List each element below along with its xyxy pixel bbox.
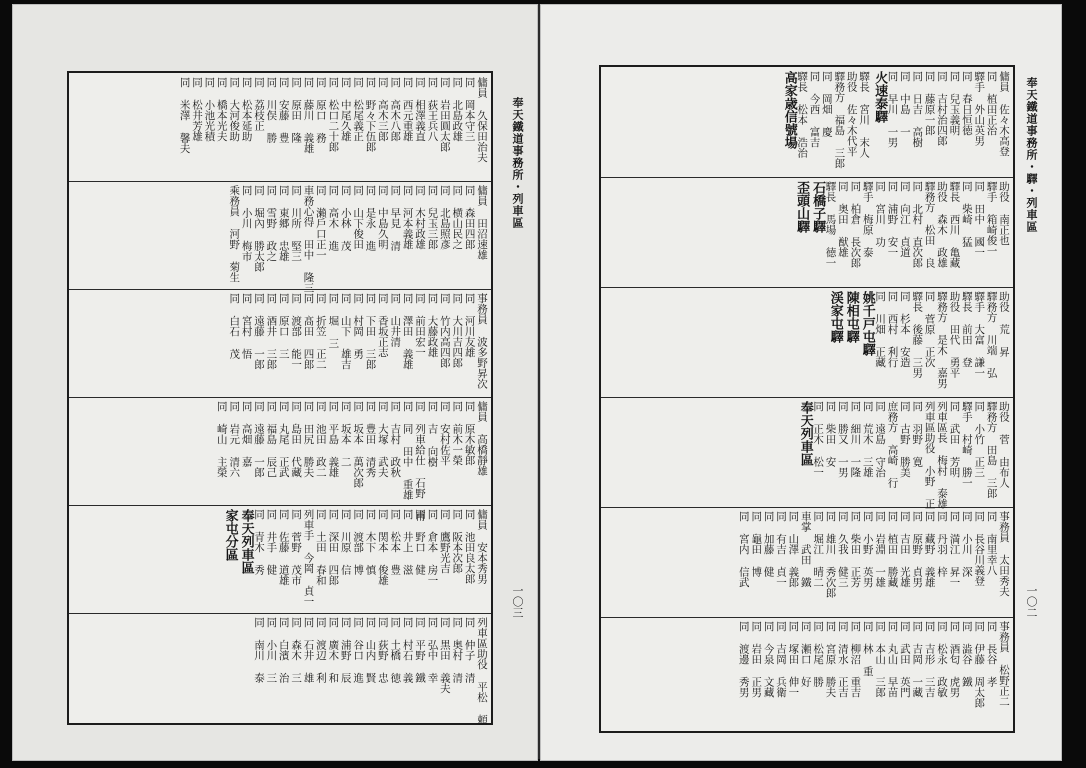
staff-entry: 同 奥村 清 [451,617,464,683]
staff-entry: 同 小竹 正三 [973,401,986,478]
staff-entry: 同 廣木 和 [327,617,340,683]
staff-entry: 傭員 佐々木高登 [998,71,1010,157]
staff-entry: 驛務方 福島 三郎 [833,71,846,169]
staff-entry: 同 河川友雄 [463,293,476,358]
staff-entry: 同 原口 三 [277,293,290,359]
left-page-number: 一〇三 [511,585,524,618]
staff-entry: 同 岩田圓太郎 [438,77,451,152]
staff-entry: 驛務方 田島 三郎 [985,401,998,499]
staff-entry: 同 澁谷 鐵 [960,621,973,687]
staff-entry: 同 白濱 治 [277,617,290,683]
staff-entry: 助役 佐々木代平 [845,71,858,157]
staff-entry: 同 柴田 安 [824,401,837,467]
staff-entry: 同 豊田 清秀 [364,401,377,478]
staff-entry: 同 川所 堅三 [290,185,303,262]
staff-entry: 同 大河俊助 [228,77,241,142]
staff-entry: 事務員 波多野昇次 [476,293,488,389]
staff-entry: 驛手 箱崎俊一 [985,181,998,256]
roster-tier [69,613,491,725]
staff-entry: 同 香坂正志 [376,293,389,358]
staff-entry: 助役 田代 勇平 [948,291,961,378]
staff-entry: 同 大藤政雄 [426,293,439,358]
staff-entry: 同 倉本 房一 [426,509,439,586]
staff-entry: 驛手 村崎 勝一 [960,401,973,488]
roster-tier [601,67,1013,178]
staff-entry: 驛手 外山英男 [973,71,986,146]
staff-entry: 同 吉岡 一藏 [911,621,924,698]
staff-entry: 同 武田 英門 [898,621,911,698]
staff-entry: 同 満江 昇一 [948,511,961,588]
staff-entry: 同 安村佐平 [438,401,451,466]
staff-entry: 同 山下俊田 [352,185,365,250]
staff-entry: 車務心得 田中 隆三 [302,185,315,293]
staff-entry: 同 南里幸八 [985,511,998,576]
staff-entry: 同 河本義雄 [401,185,414,250]
staff-entry: 助役 菅 由布人 [998,401,1010,488]
staff-entry: 同 藤川 義雄 [302,77,315,154]
staff-entry: 同 岩淵 一雄 [874,511,887,588]
staff-entry: 同 池田 政二 [314,401,327,478]
staff-entry: 同 田尻 勝夫 [302,401,315,478]
staff-entry: 同 鷹野光吉 [438,509,451,574]
staff-entry: 同 岩田 正男 [750,621,763,698]
staff-entry: 同 野口 健 [414,509,427,575]
staff-entry: 同 松井芳雄 [191,77,204,142]
staff-entry: 同 松尾義正 [352,77,365,142]
right-page [540,4,1062,761]
staff-entry: 同 仲子 清 [463,617,476,683]
staff-entry: 同 吉田 光雄 [898,511,911,588]
section-heading: 渓家屯驛 [827,291,843,343]
staff-entry: 同 相澤義直 [414,77,427,142]
section-heading: 石橋子驛 [810,181,826,233]
roster-tier [601,507,1013,618]
staff-entry: 同 春日恒徳 [960,71,973,136]
staff-entry: 同 西村 利行 [886,291,899,368]
staff-entry: 同 岡畑 慶 [820,71,833,137]
staff-entry: 同 武田 芳明 [948,401,961,478]
roster-tier [69,73,491,182]
staff-entry: 同 原田 隆 [290,77,303,143]
staff-entry: 同 吉岡 兵衛 [774,621,787,698]
staff-entry: 同 柴田 正芳 [849,511,862,588]
staff-entry: 列車區長 梅村 泰雄 [936,401,949,509]
staff-entry: 同 植田正治 [985,71,998,136]
staff-entry: 同 関本 俊雄 [376,509,389,586]
staff-entry: 事務員 太田秀夫 [998,511,1010,597]
staff-entry: 同 佐藤 道雄 [277,509,290,586]
staff-entry: 同 藤原一郎 [923,71,936,136]
staff-entry: 同 平野 鐵 [414,617,427,683]
section-heading: 陳相屯驛 [843,291,859,343]
staff-entry: 同 正木 松一 [812,401,825,478]
staff-entry: 同 伊藤 周太郎 [973,621,986,708]
staff-entry: 同 吉村 政秋 [389,401,402,478]
staff-entry: 同 北村 直次郎 [911,181,924,268]
staff-entry: 助役 南正也 [998,181,1010,246]
staff-entry: 同 大塚 武夫 [376,401,389,478]
staff-entry: 同 宮原 勝夫 [824,621,837,698]
staff-entry: 同 米澤 馨夫 [178,77,191,154]
staff-entry: 同 松永 政敏 [936,621,949,698]
staff-entry: 同 瀨戶口正一 [314,185,327,260]
staff-entry: 同 是永 進 [364,185,377,251]
staff-entry: 同 折笠 正二 [314,293,327,370]
staff-entry: 同 加藤 健 [762,511,775,577]
staff-entry: 事務員 松野正二 [998,621,1010,707]
staff-entry: 同 黒田 義夫 [438,617,451,694]
staff-entry: 列車手 今岡 貞一 [302,509,315,607]
staff-entry: 驛手 梅原 泰 [861,181,874,258]
staff-entry: 同 坂本 二 [339,401,352,467]
staff-entry: 同 向江 貞道 [898,181,911,258]
staff-entry: 同 堀 三 [327,293,340,349]
section-heading: 高家歳信號場 [781,71,797,149]
staff-entry: 同 羽野 寛 [911,401,924,467]
staff-entry: 同 松本 豊 [389,509,402,575]
staff-entry: 同 小川 三 [265,617,278,683]
staff-entry: 同 浦野 辰 [339,617,352,683]
staff-entry: 同 早川 一男 [886,71,899,148]
staff-entry: 驛務方 是木 嘉男 [936,291,949,389]
staff-entry: 同 吉 向樹 [426,401,439,467]
left-roster-table [67,71,493,725]
staff-entry: 同 宮内 信武 [737,511,750,588]
staff-entry: 同 早見 清 [389,185,402,251]
staff-entry: 同 浦野 安一 [886,181,899,258]
staff-entry: 同 丸尾 正武 [277,401,290,478]
right-page-number: 一〇二 [1025,585,1038,618]
staff-entry: 驛手 大富 謙一 [973,291,986,378]
staff-entry: 同 土橋 徳 [389,617,402,683]
staff-entry: 列車區助役 平松 頼 [476,617,488,725]
staff-entry: 同 丸山 早苗 [886,621,899,698]
staff-entry: 同 下田 三郎 [364,293,377,370]
staff-entry: 同 小林 茂 [339,185,352,251]
staff-entry: 同 土田 春和 [314,509,327,586]
staff-entry: 同 菅野 茂市 [290,509,303,586]
staff-entry: 助役 荒 昇 [998,291,1010,357]
staff-entry: 同 村石 義 [401,617,414,683]
staff-entry: 同 杉本 安造 [898,291,911,368]
staff-entry: 同 小池光積 [203,77,216,142]
staff-entry: 同 有吉 貞一 [774,511,787,588]
staff-entry: 同 北島政雄 [451,77,464,142]
staff-entry: 同 小野 英男 [861,511,874,588]
roster-tier [601,617,1013,727]
staff-entry: 同 野々下伍郎 [364,77,377,152]
staff-entry: 助役 森木 政雄 [936,181,949,268]
staff-entry: 同 東郷 忠雄 [277,185,290,262]
staff-entry: 同 高畑 嘉 [240,401,253,467]
staff-entry: 同 吉形 三吉 [923,621,936,698]
staff-entry: 同 柏倉 長次郎 [849,181,862,268]
staff-entry: 同 遠藤 一郎 [252,293,265,370]
staff-entry: 同 岩元 清六 [228,401,241,478]
staff-entry: 同 今西 富吉 [808,71,821,148]
staff-entry: 傭員 久保田治夫 [476,77,488,163]
roster-tier [69,289,491,398]
staff-entry: 同 小川 梅市 [240,185,253,262]
roster-tier [601,397,1013,508]
staff-entry: 同 中島久明 [376,185,389,250]
staff-entry: 同 菅原 正次 [923,291,936,368]
staff-entry: 同 奥田 猷雄 [836,181,849,258]
staff-entry: 同 龜田 博 [750,511,763,577]
staff-entry: 同 高木八郎 [389,77,402,142]
staff-entry: 驛長 前田 登 [960,291,973,368]
staff-entry: 同 前木一榮 [451,401,464,466]
staff-entry: 同 髙田 四郎 [302,293,315,370]
left-page [12,4,538,761]
staff-entry: 同 吉村治四郎 [936,71,949,146]
staff-entry: 同 松口二十郎 [327,77,340,152]
staff-entry: 同 宮川 功 [874,181,887,247]
staff-entry: 同 前田宏一 [414,293,427,358]
staff-entry: 同 兒玉義明 [948,71,961,136]
staff-entry: 同 島田 代藏 [290,401,303,478]
staff-entry: 同 原木敏郎 [463,401,476,466]
staff-entry: 同 澤田 義雄 [401,293,414,370]
staff-entry: 同 高木 進 [327,185,340,251]
staff-entry: 驛長 松本 浩治 [796,71,809,158]
staff-entry: 同 横山民之 [451,185,464,250]
staff-entry: 同 松本延助 [240,77,253,142]
staff-entry: 乘務員 河野 菊生 [228,185,241,283]
staff-entry: 同 白石 茂 [228,293,241,359]
staff-entry: 同 崎山 主榮 [215,401,228,478]
staff-entry: 同 谷口 進 [352,617,365,683]
staff-entry: 同 酒匂 虎男 [948,621,961,698]
staff-entry: 同 川俣 勝 [265,77,278,143]
staff-entry: 驛長 後藤 三男 [911,291,924,378]
staff-entry: 傭員 高橋靜雄 [476,401,488,476]
staff-entry: 同 高木三郎 [376,77,389,142]
staff-entry: 同 清水 正吉 [836,621,849,698]
staff-entry: 同 山井清 [389,293,402,347]
staff-entry: 同 細川 一隆 [849,401,862,478]
staff-entry: 同 山澤 義郎 [787,511,800,588]
staff-entry: 同 荔枝正 [252,77,265,131]
staff-entry: 同 北島照彥 [438,185,451,250]
staff-entry: 同 堀江 晴二 [812,511,825,588]
staff-entry: 同 瀬口 好 [799,621,812,687]
staff-entry: 同 木下 慎 [364,509,377,575]
staff-entry: 同 遠藤 一郎 [252,401,265,478]
staff-entry: 同 山下 雄吉 [339,293,352,370]
staff-entry: 同 柴崎 猛 [960,181,973,247]
right-roster-table [599,65,1015,733]
staff-entry: 同 川原 信 [339,509,352,575]
section-heading: 奉天列車區 [238,509,254,574]
staff-entry: 同 井手 健 [265,509,278,575]
staff-entry: 同 森田四郎 [463,185,476,250]
staff-entry: 同 竹内高四郎 [438,293,451,368]
staff-entry: 同 林 重 [861,621,874,677]
staff-entry: 傭員 田沼速雄 [476,185,488,260]
staff-entry: 同 渡邊 秀男 [737,621,750,698]
staff-entry: 同 丹羽 梓 [936,511,949,577]
staff-entry: 驛長 宮川 末人 [858,71,871,158]
section-heading: 奉天列車區 [797,401,813,466]
staff-entry: 同 荻王兵八 [426,77,439,142]
staff-entry: 同 大川吉四郎 [451,293,464,368]
roster-tier [601,177,1013,288]
staff-entry: 同 荻野 忠 [376,617,389,683]
staff-entry: 同 本山 三郎 [874,621,887,698]
staff-entry: 同 塚田 伸一 [787,621,800,698]
staff-entry: 同 阪本次郎 [451,509,464,574]
staff-entry: 同 雄川 秀次郎 [824,511,837,598]
staff-entry: 同 森木 三 [290,617,303,683]
staff-entry: 同 山内 賢 [364,617,377,683]
staff-entry: 同 今泉 文藏 [762,621,775,698]
staff-entry: 同 宮村 悟 [240,293,253,359]
staff-entry: 同 長谷 孝 [985,621,998,687]
staff-entry: 同 渡辺 利 [314,617,327,683]
staff-entry: 同 中島 一 [898,71,911,137]
staff-entry: 同 日吉 高樹 [911,71,924,148]
staff-entry: 同 長谷川義登 [973,511,986,586]
section-heading: 歪頭山驛 [794,181,810,233]
section-heading: 火速泰驛 [872,71,888,123]
staff-entry: 同 川畑 正藏 [874,291,887,368]
staff-entry: 同 石井 雄 [302,617,315,683]
section-heading: 姚千戸屯驛 [859,291,875,356]
roster-tier [69,181,491,293]
right-running-head: 奉天鐵道事務所・驛・列車區 [1025,77,1038,233]
staff-entry: 列車區助役 小野 正 [923,401,936,509]
staff-entry: 傭員 安本秀男 [476,509,488,584]
staff-entry: 同 原口 務 [314,77,327,143]
roster-tier [69,505,491,614]
staff-entry: 同 酒井 三郎 [265,293,278,370]
staff-entry: 驛長 西川 亀藏 [948,181,961,268]
staff-entry: 同 原野 貞男 [911,511,924,588]
staff-entry: 同 安藤 豊 [277,77,290,143]
staff-entry: 同 弘中 幸 [426,617,439,683]
roster-tier [69,397,491,521]
section-heading: 家屯分區 [222,509,238,561]
staff-entry: 同 列車給仕 石野 甫 [414,401,427,521]
staff-entry: 同 岡本守三 [463,77,476,142]
staff-entry: 同 渡部 能一 [290,293,303,370]
staff-entry: 同 同 田中 重雄 [401,401,414,500]
staff-entry: 庶務方 高崎 行 [886,401,899,488]
roster-tier [601,287,1013,398]
staff-entry: 同 中尾久雄 [339,77,352,142]
staff-entry: 驛務方 松田 良 [923,181,936,268]
staff-entry: 同 平島 義雄 [327,401,340,478]
staff-entry: 車掌 武田 鐵 [799,511,812,588]
left-running-head: 奉天鐵道事務所・列車區 [511,97,524,229]
staff-entry: 同 兒玉三郎 [426,185,439,250]
staff-entry: 同 田中 國一 [973,181,986,258]
staff-entry: 同 雪野 政之 [265,185,278,262]
staff-entry: 同 勝又 一男 [836,401,849,478]
staff-entry: 同 木村政雄 [414,185,427,250]
staff-entry: 同 坂本 萬次郎 [352,401,365,488]
staff-entry: 同 松尾 勝 [812,621,825,687]
staff-entry: 同 古野 勝美 [898,401,911,478]
staff-entry: 同 井上 滋 [401,509,414,575]
staff-entry: 同 西元重雄 [401,77,414,142]
staff-entry: 同 池田良太郎 [463,509,476,584]
staff-entry: 同 福島 辰己 [265,401,278,478]
staff-entry: 驛長 馬場 徳一 [824,181,837,268]
staff-entry: 驛務方 川端 弘 [985,291,998,378]
staff-entry: 同 小川 深 [960,511,973,577]
staff-entry: 同 深田 四郎 [327,509,340,586]
staff-entry: 同 南川 泰 [252,617,265,683]
staff-entry: 同 遠島 守治 [874,401,887,478]
staff-entry: 同 柳沼 重吉 [849,621,862,698]
staff-entry: 同 村岡 勇 [352,293,365,359]
staff-entry: 同 久我 健三 [836,511,849,588]
staff-entry: 同 藏野 義雄 [923,511,936,588]
staff-entry: 同 渡部 博 [352,509,365,575]
staff-entry: 同 橋本光夫 [215,77,228,142]
staff-entry: 同 植田 勝藏 [886,511,899,588]
staff-entry: 同 荒木 三雄 [861,401,874,478]
staff-entry: 同 青木 秀 [252,509,265,575]
staff-entry: 同 堀內 勝太郎 [252,185,265,272]
